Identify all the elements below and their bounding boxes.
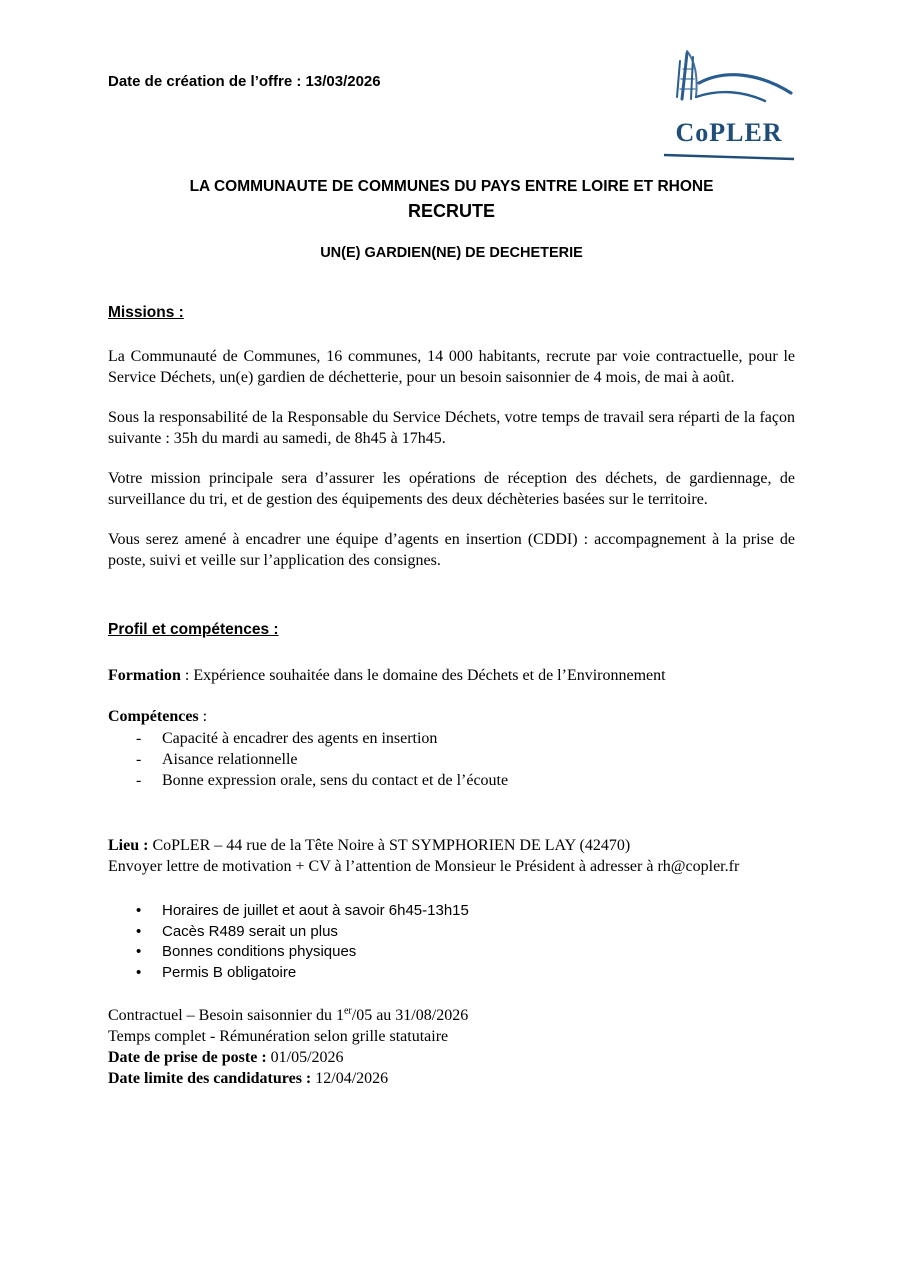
conditions-list [108,901,795,983]
condition-item: • Bonnes conditions physiques [108,942,795,963]
competence-item: - Aisance relationnelle [108,749,795,770]
creation-date-label: Date de création de l’offre : 13/03/2026 [108,73,381,90]
missions-paragraph-3: Votre mission principale sera d’assurer les opérations de réception des déchets, de gardiennage, de surveillance du tri, et de gestion des équipements des deux déchèteries basées sur le territoire. [108,470,795,508]
remuneration-line: Temps complet - Rémunération selon grille statutaire [108,1028,449,1045]
condition-item: • Cacès R489 serait un plus [108,922,795,943]
copler-logo [663,47,795,166]
document-header-row [108,45,795,166]
condition-item: • Horaires de juillet et aout à savoir 6h45-13h15 [108,901,795,922]
competence-item: - Bonne expression orale, sens du contact et de l’écoute [108,770,795,791]
copler-logo-underline-icon [663,148,795,166]
competences-colon: : [198,708,208,725]
start-date-value: 01/05/2026 [266,1049,344,1066]
profile-heading: Profil et compétences : [108,621,279,638]
formation-text: : Expérience souhaitée dans le domaine des Déchets et de l’Environnement [180,667,666,684]
missions-paragraph-1: La Communauté de Communes, 16 communes, 14 000 habitants, recrute par voie contractuelle, pour le Service Déchets, un(e) gardien de déchetterie, pour un besoin saisonnier de 4 mois, de mai à août. [108,348,795,386]
contract-line [108,1005,795,1026]
missions-paragraph-4: Vous serez amené à encadrer une équipe d’agents en insertion (CDDI) : accompagnement à la prise de poste, suivi et veille sur l’application des consignes. [108,531,795,569]
copler-logo-drawing-icon [663,47,795,122]
formation-line [108,667,795,685]
contract-ordinal-suffix: er [343,1005,352,1017]
start-date-label: Date de prise de poste : [108,1049,267,1066]
deadline-label: Date limite des candidatures : [108,1070,312,1087]
missions-paragraph-2: Sous la responsabilité de la Responsable du Service Déchets, votre temps de travail sera réparti de la façon suivante : 35h du mardi au samedi, de 8h45 à 17h45. [108,409,795,447]
location-block [108,835,795,877]
contract-text-post: /05 au 31/08/2026 [351,1007,469,1024]
lieu-label: Lieu : [108,837,149,854]
lieu-text: CoPLER – 44 rue de la Tête Noire à ST SYMPHORIEN DE LAY (42470) [148,837,631,854]
job-position-title: UN(E) GARDIEN(NE) DE DECHETERIE [320,245,583,261]
contract-text-pre: Contractuel – Besoin saisonnier du 1 [108,1007,344,1024]
organization-title: LA COMMUNAUTE DE COMMUNES DU PAYS ENTRE LOIRE ET RHONE [189,178,714,195]
condition-item: • Permis B obligatoire [108,963,795,984]
contract-details-block [108,1005,795,1089]
copler-logo-text: CoPLER [675,118,783,147]
recrute-heading: RECRUTE [407,201,495,221]
start-date-line [108,1047,795,1068]
competences-line [108,708,795,726]
competence-item: - Capacité à encadrer des agents en insertion [108,728,795,749]
formation-label: Formation [108,667,181,684]
deadline-value: 12/04/2026 [311,1070,389,1087]
deadline-line [108,1068,795,1089]
competences-label: Compétences [108,708,199,725]
competences-list [108,728,795,791]
title-block [108,178,795,261]
application-instructions: Envoyer lettre de motivation + CV à l’attention de Monsieur le Président à adresser à rh@copler.fr [108,858,740,875]
missions-heading: Missions : [108,304,184,321]
